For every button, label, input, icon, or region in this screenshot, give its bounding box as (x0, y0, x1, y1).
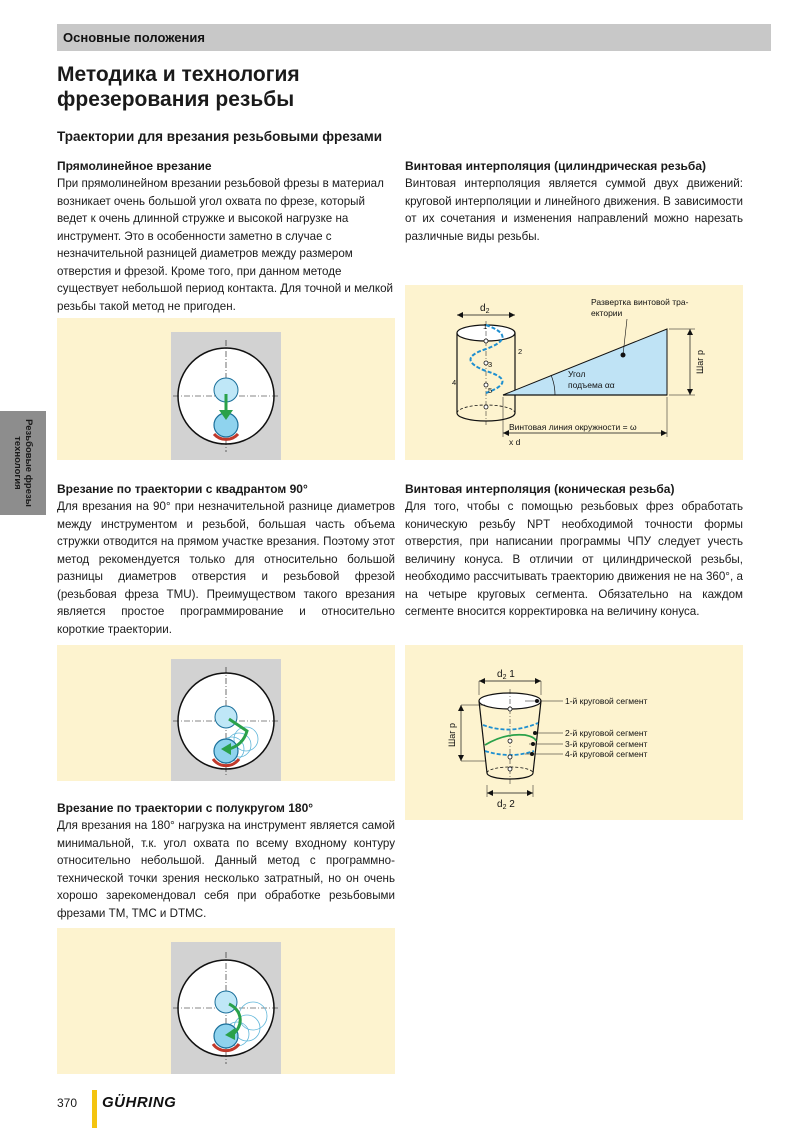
side-tab-line1: Резьбовые фрезы (23, 419, 34, 507)
section-straight-title: Прямолинейное врезание (57, 159, 212, 173)
cutter-start (215, 706, 237, 728)
section-helical-conical-title: Винтовая интерполяция (коническая резьба) (405, 482, 675, 496)
page-subtitle: Траектории для врезания резьбовыми фрезами (57, 129, 383, 144)
segment-4-label: 4-й круговой сегмент (565, 749, 648, 759)
angle-label-line2: подъема αα (568, 380, 615, 390)
section-header: Основные положения (63, 30, 205, 45)
figure-helical-conical (405, 645, 743, 820)
figure-straight-entry (57, 318, 395, 460)
quadrant-entry-diagram (57, 645, 395, 781)
cutter-start (215, 991, 237, 1013)
section-straight (57, 158, 395, 315)
section-helical-cylindrical-text: Винтовая интерполяция является суммой двух движений: круговой интерполяции и линейного движения. В зависимости от их сочетания и изменения направлений можно нарезать различные виды резьбы. (405, 177, 743, 243)
section-quadrant-text: Для врезания на 90° при незначительной разнице диаметров между инструментом и резьбой, большая часть объема стружки отводится на прямом участке врезания. Поэтому этот метод рекомендуется только для относительно большой разницы диаметров отверстия и резьбовой фрезой (резьбовая фреза TMU). Преимуществом такого врезания является простое программирование и относительно короткие траектории. (57, 500, 395, 636)
section-helical-conical-text: Для того, чтобы с помощью резьбовых фрез обработать коническую резьбу NPT необходимой точности формы отверстия, при написании программы ЧПУ следует учесть величину конуса. В отличии от цилиндрической резьбы, необходимо рассчитывать траекторию движения не на 360°, а на четыре круговых сегмента. Обязательно на каждом сегменте вносится корректировка на величину конуса. (405, 500, 743, 618)
pitch-label: Шаг p (695, 349, 705, 375)
section-semicircle (57, 800, 395, 922)
d2-2-label: $d_2$ 2 (497, 799, 515, 811)
side-tab-line2: технология (12, 436, 23, 490)
brand-logo: GÜHRING (102, 1094, 177, 1111)
section-helical-cylindrical (405, 158, 743, 245)
conical-pitch-label: Шаг p (447, 722, 457, 748)
footer-accent-bar (92, 1090, 97, 1128)
segment-2-label: 2-й круговой сегмент (565, 728, 648, 738)
unfold-label-line2: ектории (591, 308, 623, 318)
section-semicircle-text: Для врезания на 180° нагрузка на инструмент является самой минимальной, т.к. угол охвата по всему входному контуру относительно небольшой. Данный метод с программно-технической точки зрения несколько затратный, но он очень хорошо зарекомендовал себя при обработке резьбовыми фрезами TM, TMC и DTMC. (57, 819, 395, 920)
page-number: 370 (57, 1096, 78, 1110)
section-helical-conical (405, 481, 743, 621)
section-quadrant-title: Врезание по траектории с квадрантом 90° (57, 482, 308, 496)
page-title-line1: Методика и технология (57, 63, 300, 86)
page-title (57, 62, 557, 112)
point-5: 5 (488, 386, 493, 395)
helix-segment (483, 723, 538, 730)
circumference-label-line2: x d (509, 437, 521, 447)
section-straight-text: При прямолинейном врезании резьбовой фрезы в материал возникает очень большой угол охвата по фрезе, который ведет к очень длинной стружке и высокой нагрузке на инструмент. Это в особенности заметно в случае с незначительной разницей диаметров между размером отверстия и фрезой. Кроме того, при данном методе существует небольшой период контакта. Для точной и мелкой резьбы такой метод не пригоден. (57, 177, 394, 313)
d2-1-label: $d_2$ 1 (497, 669, 515, 681)
point-2: 2 (518, 347, 523, 356)
side-tab (0, 411, 46, 515)
circumference-label-line1: Винтовая линия окружности = ω (509, 422, 637, 432)
helical-conical-diagram (405, 645, 743, 820)
helical-cylindrical-diagram (405, 285, 743, 460)
section-semicircle-title: Врезание по траектории с полукругом 180° (57, 801, 314, 815)
point-4: 4 (452, 378, 457, 387)
section-quadrant (57, 481, 395, 638)
point-3: 3 (488, 360, 493, 369)
semicircle-entry-diagram (57, 928, 395, 1074)
figure-helical-cylindrical (405, 285, 743, 460)
figure-quadrant-entry (57, 645, 395, 781)
d2-label: $d_2$ (480, 303, 490, 315)
unfold-label-line1: Развертка винтовой тра- (591, 297, 689, 307)
section-helical-cylindrical-title: Винтовая интерполяция (цилиндрическая резьба) (405, 159, 706, 173)
figure-semicircle-entry (57, 928, 395, 1074)
segment-3-label: 3-й круговой сегмент (565, 739, 648, 749)
angle-label-line1: Угол (568, 369, 586, 379)
helix-segment (485, 751, 534, 755)
point-1: 1 (483, 322, 488, 331)
segment-1-label: 1-й круговой сегмент (565, 696, 648, 706)
page-title-line2: фрезерования резьбы (57, 88, 295, 111)
straight-entry-diagram (57, 318, 395, 460)
